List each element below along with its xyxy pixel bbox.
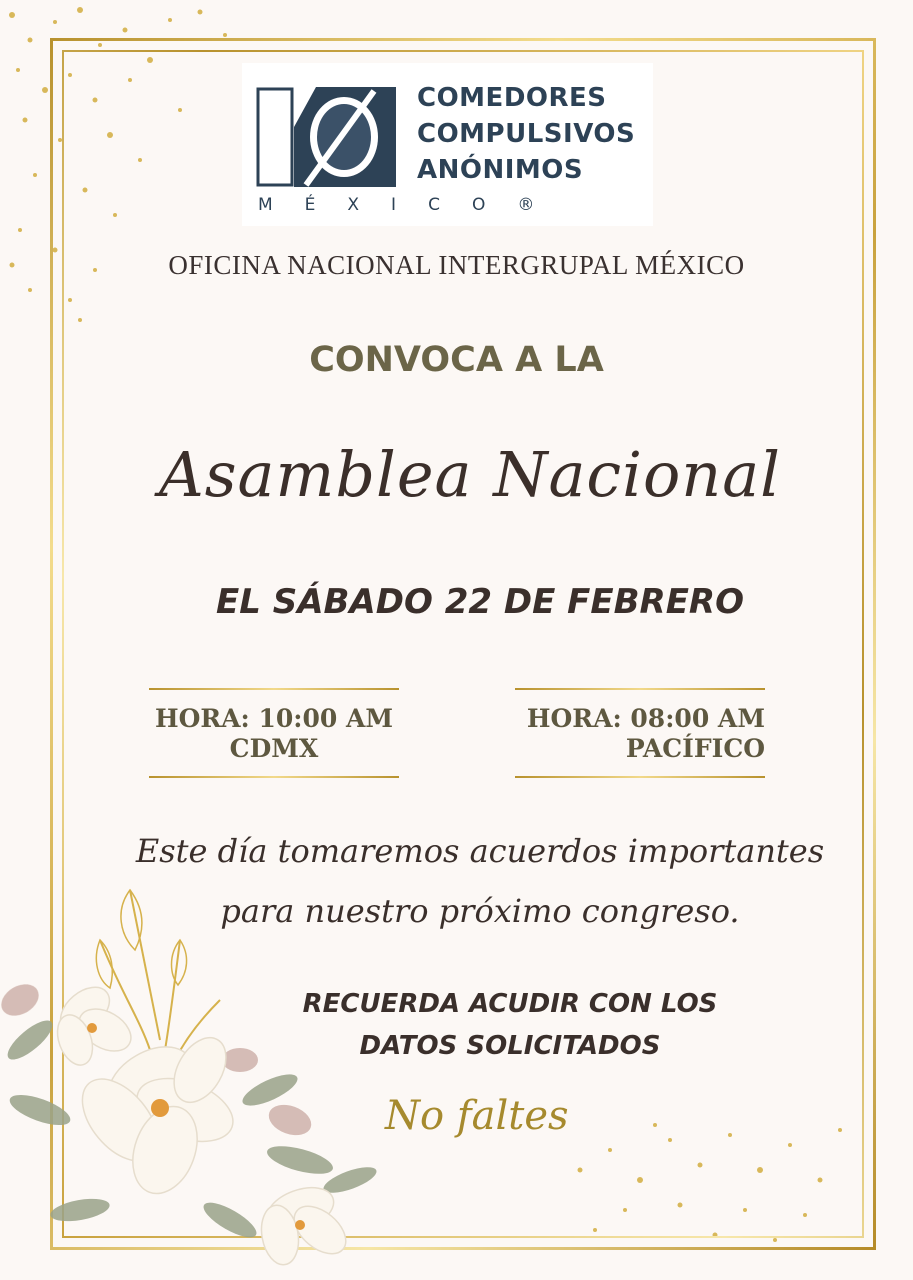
- convoca-heading: CONVOCA A LA: [309, 340, 604, 380]
- description-line1: Este día tomaremos acuerdos importantes: [135, 832, 825, 870]
- description-line2: para nuestro próximo congreso.: [220, 892, 740, 930]
- schedule-time: HORA: 10:00 AM: [154, 704, 394, 733]
- divider: [149, 688, 399, 690]
- logo-country: MÉXICO®: [258, 195, 567, 215]
- schedule-zone: PACÍFICO: [625, 734, 765, 763]
- logo-text-line2: COMPULSIVOS: [417, 119, 636, 149]
- office-title: OFICINA NACIONAL INTERGRUPAL MÉXICO: [168, 250, 745, 280]
- divider: [515, 688, 765, 690]
- schedule-zone: CDMX: [229, 734, 319, 763]
- logo-text-line1: COMEDORES: [417, 83, 607, 113]
- logo: [242, 63, 653, 226]
- logo-text-line3: ANÓNIMOS: [417, 155, 584, 185]
- logo-emblem-icon: [256, 87, 396, 187]
- flower-bouquet-icon: [0, 880, 440, 1280]
- reminder-line2: DATOS SOLICITADOS: [359, 1031, 661, 1061]
- event-date: EL SÁBADO 22 DE FEBRERO: [215, 582, 744, 622]
- closing-text: No faltes: [385, 1093, 569, 1139]
- schedule-time: HORA: 08:00 AM: [526, 704, 765, 733]
- event-title: Asamblea Nacional: [158, 438, 782, 511]
- divider: [149, 776, 399, 778]
- divider: [515, 776, 765, 778]
- schedule-pacifico: [515, 688, 765, 778]
- reminder-line1: RECUERDA ACUDIR CON LOS: [302, 989, 718, 1019]
- schedule-cdmx: [149, 688, 399, 778]
